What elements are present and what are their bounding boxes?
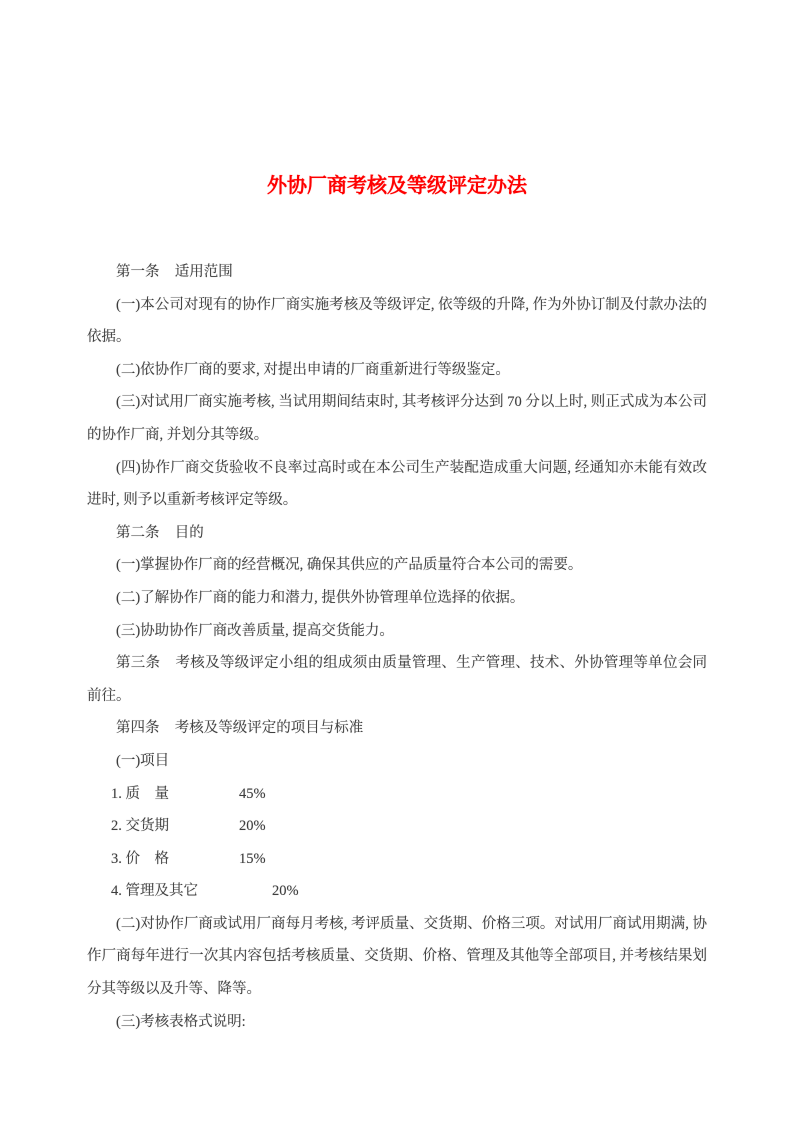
weight-item-value: 20% (272, 883, 299, 900)
weight-item-label: 1. 质 量 (111, 785, 169, 802)
article-number: 第三条 (116, 655, 161, 672)
article-title: 考核及等级评定的项目与标准 (174, 720, 364, 737)
article-title: 目的 (174, 524, 204, 541)
weight-item-value: 15% (239, 850, 266, 867)
article-heading-1 (87, 256, 707, 289)
article-number: 第二条 (116, 524, 160, 541)
weight-item-price (87, 843, 707, 876)
weight-item-management (87, 875, 707, 908)
paragraph: (二)了解协作厂商的能力和潜力, 提供外协管理单位选择的依据。 (116, 589, 525, 606)
article-heading-4 (87, 712, 707, 745)
article-number: 第一条 (116, 264, 160, 280)
weight-item-label: 4. 管理及其它 (111, 883, 198, 900)
paragraph: (一)本公司对现有的协作厂商实施考核及等级评定, 依等级的升降, 作为外协订制及付款办法的依据。 (87, 296, 707, 346)
article-text: 考核及等级评定小组的组成须由质量管理、生产管理、技术、外协管理等单位会同前往。 (87, 655, 707, 704)
article-number: 第四条 (116, 720, 160, 737)
weight-item-quality (87, 778, 707, 811)
weight-item-value: 20% (239, 818, 266, 835)
weight-item-label: 3. 价 格 (111, 850, 169, 867)
article-heading-3 (87, 647, 707, 712)
article-heading-2 (87, 517, 707, 550)
article-title: 适用范围 (174, 264, 233, 280)
document-body (87, 256, 707, 1038)
paragraph: (二)依协作厂商的要求, 对提出申请的厂商重新进行等级鉴定。 (116, 361, 510, 378)
paragraph: (二)对协作厂商或试用厂商每月考核, 考评质量、交货期、价格三项。对试用厂商试用期满, 协作厂商每年进行一次其内容包括考核质量、交货期、价格、管理及其他等全部项目, 并考核结果划分其等级以及升等、降等。 (87, 915, 707, 998)
paragraph: (三)协助协作厂商改善质量, 提高交货能力。 (116, 622, 394, 639)
paragraph: (四)协作厂商交货验收不良率过高时或在本公司生产装配造成重大问题, 经通知亦未能有效改进时, 则予以重新考核评定等级。 (87, 459, 707, 509)
paragraph: (一)项目 (116, 752, 170, 769)
paragraph: (三)对试用厂商实施考核, 当试用期间结束时, 其考核评分达到 70 分以上时, 则正式成为本公司的协作厂商, 并划分其等级。 (87, 394, 707, 443)
paragraph: (一)掌握协作厂商的经营概况, 确保其供应的产品质量符合本公司的需要。 (116, 557, 583, 574)
weight-item-label: 2. 交货期 (111, 818, 169, 835)
paragraph: (三)考核表格式说明: (116, 1013, 246, 1030)
weight-item-value: 45% (239, 785, 266, 802)
document-title: 外协厂商考核及等级评定办法 (267, 175, 527, 197)
weight-item-delivery (87, 810, 707, 843)
